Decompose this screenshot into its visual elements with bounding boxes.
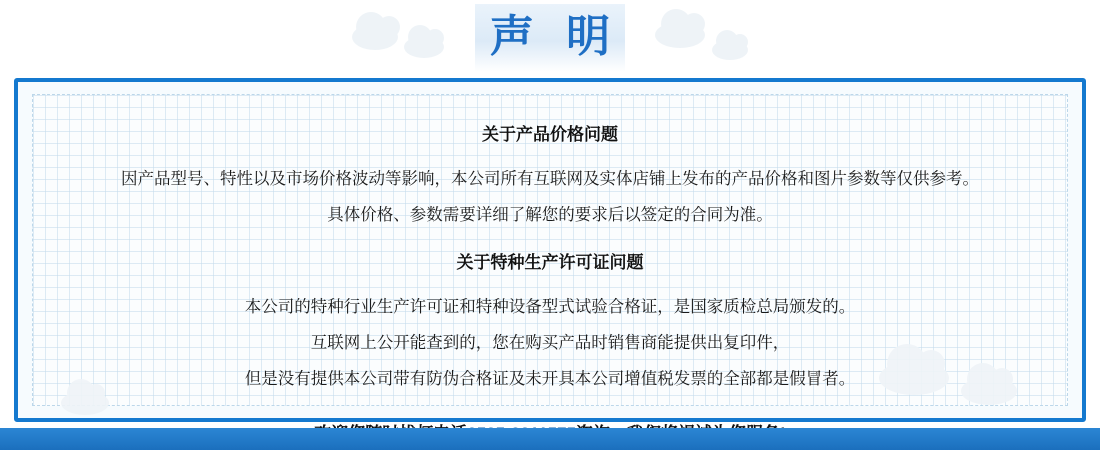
cloud-icon <box>352 24 398 50</box>
cloud-icon <box>404 36 444 58</box>
declaration-frame <box>14 78 1086 422</box>
declaration-inner-panel <box>32 94 1068 406</box>
section-heading-license: 关于特种生产许可证问题 <box>456 253 644 272</box>
section-license-line-1: 本公司的特种行业生产许可证和特种设备型式试验合格证，是国家质检总局颁发的。 <box>244 298 856 316</box>
page-title: 声 明 <box>489 12 621 61</box>
section-heading-price: 关于产品价格问题 <box>482 125 618 144</box>
cloud-icon <box>712 40 748 60</box>
bottom-accent-bar <box>0 428 1100 450</box>
section-price-line-1: 因产品型号、特性以及市场价格波动等影响，本公司所有互联网及实体店铺上发布的产品价格和图片参数等仅供参考。 <box>121 170 979 188</box>
section-license-line-3: 但是没有提供本公司带有防伪合格证及未开具本公司增值税发票的全部都是假冒者。 <box>244 370 856 388</box>
section-price-line-2: 具体价格、参数需要详细了解您的要求后以签定的合同为准。 <box>327 206 773 224</box>
section-license-line-2: 互联网上公开能查到的，您在购买产品时销售商能提供出复印件， <box>310 334 790 352</box>
declaration-content <box>33 95 1067 447</box>
cloud-icon <box>655 22 705 48</box>
title-band <box>0 0 1100 78</box>
